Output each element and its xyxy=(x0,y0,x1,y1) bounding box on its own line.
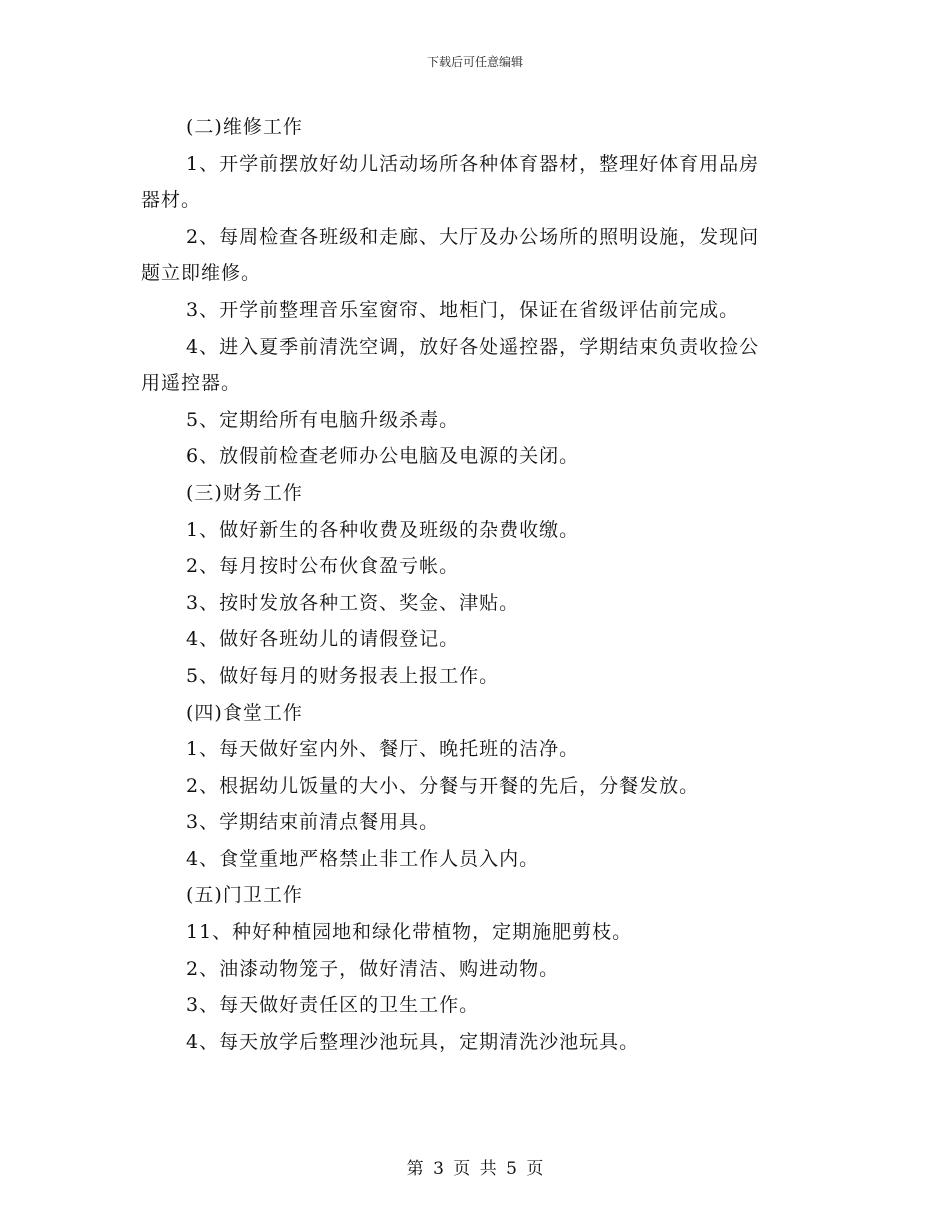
paragraph: 6、放假前检查老师办公电脑及电源的关闭。 xyxy=(186,445,580,468)
paragraph: 11、种好种植园地和绿化带植物，定期施肥剪枝。 xyxy=(186,921,633,944)
paragraph: 1、做好新生的各种收费及班级的杂费收缴。 xyxy=(186,518,580,541)
page-number-footer: 第 3 页 共 5 页 xyxy=(406,1159,544,1179)
page-header-note: 下载后可任意编辑 xyxy=(426,55,523,69)
document-body xyxy=(141,109,811,1060)
paragraph: 3、按时发放各种工资、奖金、津贴。 xyxy=(186,591,520,614)
paragraph: 器材。 xyxy=(141,189,202,212)
paragraph: 题立即维修。 xyxy=(141,262,262,285)
paragraph: 1、每天做好室内外、餐厅、晚托班的洁净。 xyxy=(186,738,580,761)
paragraph: 2、油漆动物笼子，做好清洁、购进动物。 xyxy=(186,957,560,980)
paragraph: 5、定期给所有电脑升级杀毒。 xyxy=(186,408,460,431)
paragraph: 4、每天放学后整理沙池玩具，定期清洗沙池玩具。 xyxy=(186,1030,640,1053)
paragraph: 用遥控器。 xyxy=(141,372,242,395)
paragraph: 1、开学前摆放好幼儿活动场所各种体育器材，整理好体育用品房 xyxy=(186,152,760,175)
section-heading: (四)食堂工作 xyxy=(186,701,303,724)
paragraph: 3、每天做好责任区的卫生工作。 xyxy=(186,994,480,1017)
paragraph: 3、学期结束前清点餐用具。 xyxy=(186,811,440,834)
paragraph: 5、做好每月的财务报表上报工作。 xyxy=(186,664,500,687)
paragraph: 2、每月按时公布伙食盈亏帐。 xyxy=(186,555,460,578)
paragraph: 4、食堂重地严格禁止非工作人员入内。 xyxy=(186,847,540,870)
paragraph: 3、开学前整理音乐室窗帘、地柜门，保证在省级评估前完成。 xyxy=(186,298,740,321)
paragraph: 2、每周检查各班级和走廊、大厅及办公场所的照明设施，发现问 xyxy=(186,225,760,248)
section-heading: (三)财务工作 xyxy=(186,481,303,504)
section-heading: (五)门卫工作 xyxy=(186,884,303,907)
paragraph: 4、进入夏季前清洗空调，放好各处遥控器，学期结束负责收捡公 xyxy=(186,335,760,358)
paragraph: (二)维修工作 xyxy=(186,116,303,138)
paragraph: 4、做好各班幼儿的请假登记。 xyxy=(186,628,460,651)
paragraph: 2、根据幼儿饭量的大小、分餐与开餐的先后，分餐发放。 xyxy=(186,774,700,797)
